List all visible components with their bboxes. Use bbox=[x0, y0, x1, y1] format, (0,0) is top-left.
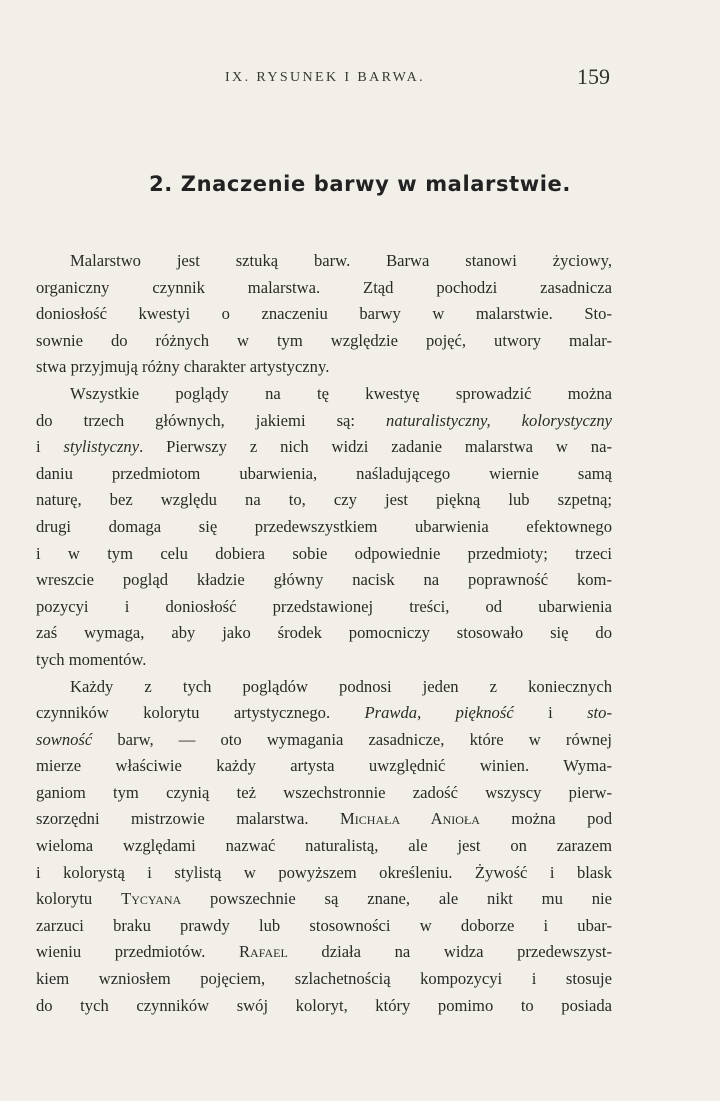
text-line bbox=[36, 434, 612, 461]
italic-term: stylistyczny bbox=[63, 437, 140, 457]
text-line bbox=[36, 275, 612, 302]
text-segment: szorzędni mistrzowie malarstwa. bbox=[36, 809, 341, 829]
text-segment: i bbox=[513, 703, 588, 723]
text-segment: sownie do różnych w tym względzie pojęć, utwory malar- bbox=[36, 330, 612, 350]
artist-name: Michała Anioła bbox=[340, 809, 480, 829]
section-title: 2. Znaczenie barwy w malarstwie. bbox=[149, 172, 571, 196]
text-segment: daniu przedmiotom ubarwienia, naśladującego wiernie samą bbox=[36, 463, 612, 483]
text-segment: doniosłość kwestyi o znaczeniu barwy w malarstwie. Sto- bbox=[36, 304, 612, 324]
text-segment: naturę, bez względu na to, czy jest piękną lub szpetną; bbox=[36, 490, 612, 510]
text-segment: i bbox=[36, 437, 64, 457]
text-line bbox=[36, 567, 612, 594]
text-segment: Każdy z tych poglądów podnosi jeden z koniecznych bbox=[70, 676, 612, 696]
text-line bbox=[36, 381, 612, 408]
artist-name: Rafael bbox=[238, 942, 288, 962]
text-line bbox=[36, 461, 612, 488]
text-segment: kolorytu bbox=[36, 889, 122, 909]
text-segment: Wszystkie poglądy na tę kwestyę sprowadzić można bbox=[70, 383, 612, 403]
text-line bbox=[36, 541, 612, 568]
text-line bbox=[36, 594, 612, 621]
text-segment: pozycyi i doniosłość przedstawionej treści, od ubarwienia bbox=[36, 596, 612, 616]
running-head: IX. RYSUNEK I BARWA. bbox=[225, 70, 426, 85]
text-segment: do tych czynników swój koloryt, który pomimo to posiada bbox=[36, 995, 612, 1015]
text-line bbox=[36, 966, 612, 993]
artist-name: Tycyana bbox=[121, 889, 182, 909]
italic-term: naturalistyczny, kolorystyczny bbox=[386, 410, 612, 430]
text-segment: powszechnie są znane, ale nikt mu nie bbox=[181, 889, 612, 909]
text-segment: wieloma względami nazwać naturalistą, ale jest on zarazem bbox=[36, 836, 612, 856]
text-line bbox=[36, 700, 612, 727]
text-segment: zaś wymaga, aby jako środek pomocniczy stosowało się do bbox=[36, 623, 612, 643]
text-segment: czynników kolorytu artystycznego. bbox=[36, 703, 365, 723]
text-segment: wreszcie pogląd kładzie główny nacisk na poprawność kom- bbox=[36, 570, 612, 590]
body-text bbox=[36, 248, 612, 1019]
text-segment: organiczny czynnik malarstwa. Ztąd pochodzi zasadnicza bbox=[36, 277, 612, 297]
page-header bbox=[0, 62, 720, 102]
text-segment: kiem wzniosłem pojęciem, szlachetnością kompozycyi i stosuje bbox=[36, 969, 612, 989]
text-segment: i w tym celu dobiera sobie odpowiednie przedmioty; trzeci bbox=[36, 543, 612, 563]
text-line bbox=[36, 806, 612, 833]
text-segment: . Pierwszy z nich widzi zadanie malarstwa w na- bbox=[139, 437, 612, 457]
text-line bbox=[36, 753, 612, 780]
text-line bbox=[36, 860, 612, 887]
text-segment: i kolorystą i stylistą w powyższem określeniu. Żywość i blask bbox=[36, 862, 612, 882]
text-segment: mierze właściwie każdy artysta uwzględnić winien. Wyma- bbox=[36, 756, 612, 776]
text-line bbox=[36, 993, 612, 1020]
text-segment: stwa przyjmują różny charakter artystyczny. bbox=[36, 357, 330, 377]
text-line bbox=[36, 620, 612, 647]
italic-term: sto- bbox=[587, 703, 612, 723]
italic-term: sowność bbox=[36, 729, 93, 749]
text-segment: wieniu przedmiotów. bbox=[36, 942, 239, 962]
text-segment: ganiom tym czynią też wszechstronnie zadość wszyscy pierw- bbox=[36, 782, 612, 802]
italic-term: Prawda, piękność bbox=[364, 703, 514, 723]
text-line bbox=[36, 647, 612, 674]
text-line bbox=[36, 354, 612, 381]
text-line bbox=[36, 913, 612, 940]
text-line bbox=[36, 248, 612, 275]
text-line bbox=[36, 833, 612, 860]
text-line bbox=[36, 408, 612, 435]
text-line bbox=[36, 674, 612, 701]
text-segment: drugi domaga się przedewszystkiem ubarwienia efektownego bbox=[36, 516, 612, 536]
text-segment: tych momentów. bbox=[36, 649, 147, 669]
text-line bbox=[36, 514, 612, 541]
page-number: 159 bbox=[577, 64, 610, 89]
text-line bbox=[36, 487, 612, 514]
text-line bbox=[36, 780, 612, 807]
text-segment: zarzuci braku prawdy lub stosowności w doborze i ubar- bbox=[36, 915, 612, 935]
text-line bbox=[36, 328, 612, 355]
text-segment: do trzech głównych, jakiemi są: bbox=[36, 410, 387, 430]
text-line bbox=[36, 301, 612, 328]
text-line bbox=[36, 886, 612, 913]
text-segment: barw, — oto wymagania zasadnicze, które w równej bbox=[92, 729, 612, 749]
text-segment: Malarstwo jest sztuką barw. Barwa stanowi życiowy, bbox=[70, 251, 612, 270]
text-line bbox=[36, 727, 612, 754]
text-line bbox=[36, 939, 612, 966]
text-segment: działa na widza przedewszyst- bbox=[287, 942, 612, 962]
text-segment: można pod bbox=[479, 809, 613, 829]
